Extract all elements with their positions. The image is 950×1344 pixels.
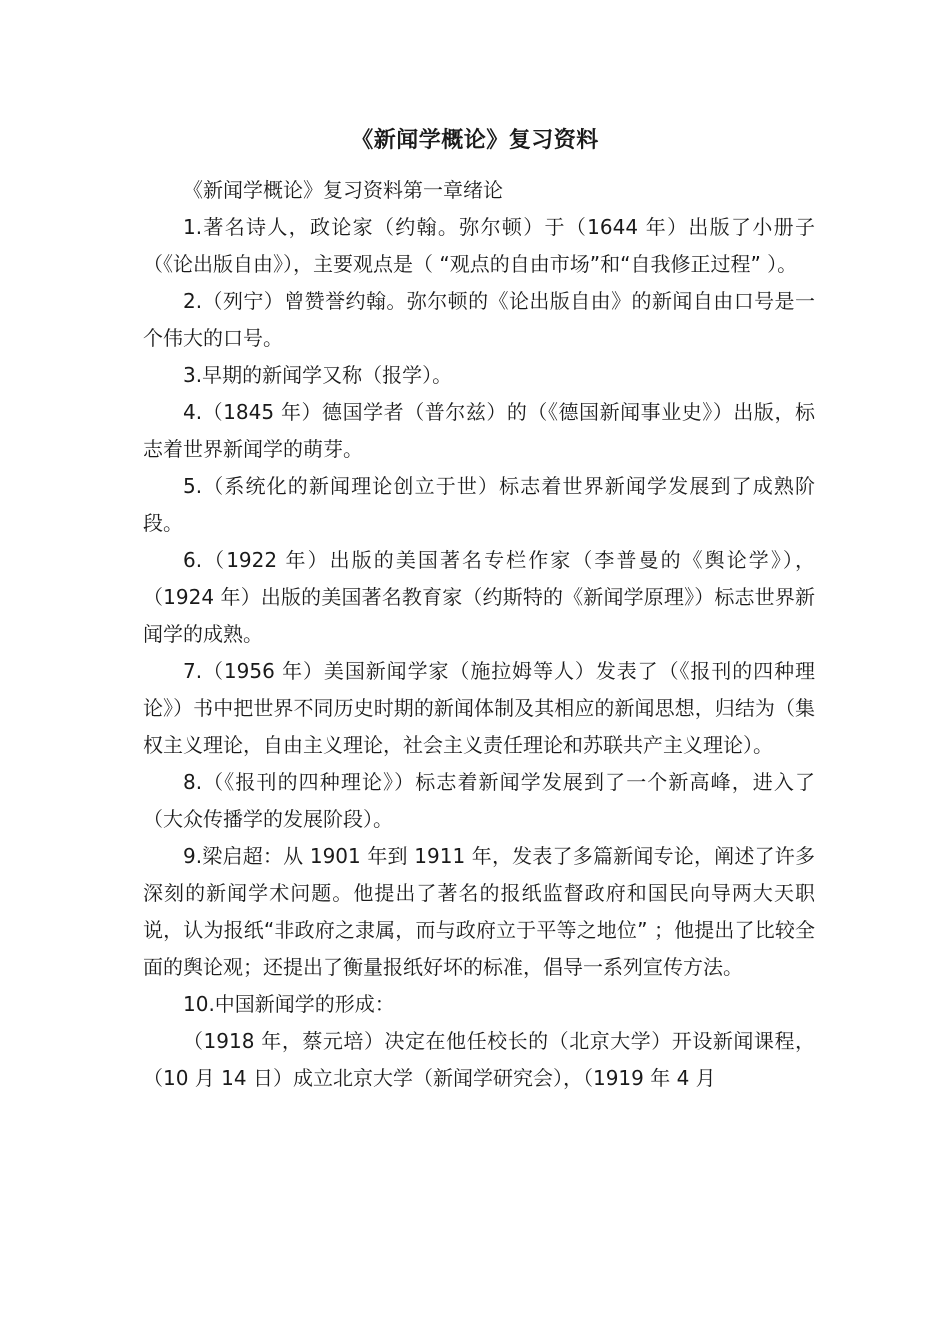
item-3-paragraph: 3.早期的新闻学又称（报学）。: [183, 363, 453, 387]
item-7-paragraph: 7.（1956 年）美国新闻学家（施拉姆等人）发表了（《报刊的四种理论》）书中把世界不同历史时期的新闻体制及其相应的新闻思想，归结为（集权主义理论，自由主义理论，社会主义责任理论和苏联共产主义理论）。: [143, 659, 815, 757]
item-5-paragraph: 5.（系统化的新闻理论创立于世）标志着世界新闻学发展到了成熟阶段。: [143, 474, 815, 535]
item-9-paragraph: 9.梁启超：从 1901 年到 1911 年，发表了多篇新闻专论，阐述了许多深刻的新闻学术问题。他提出了著名的报纸监督政府和国民向导两大天职说，认为报纸“非政府之隶属，而与政府立于平等之地位” ；他提出了比较全面的舆论观；还提出了衡量报纸好坏的标准，倡导一系列宣传方法。: [143, 844, 815, 979]
document-title: 《新闻学概论》复习资料: [351, 127, 599, 153]
item-2-paragraph: 2.（列宁）曾赞誉约翰。弥尔顿的《论出版自由》的新闻自由口号是一个伟大的口号。: [143, 289, 815, 350]
item-1-paragraph: 1.著名诗人，政论家（约翰。弥尔顿）于（1644 年）出版了小册子（《论出版自由》），主要观点是（ “观点的自由市场”和“自我修正过程” ）。: [143, 215, 815, 276]
document-body: [143, 172, 815, 1097]
item-10-detail-paragraph: （1918 年，蔡元培）决定在他任校长的（北京大学）开设新闻课程，（10 月 14 日）成立北京大学（新闻学研究会），（1919 年 4 月: [143, 1029, 815, 1090]
item-6-paragraph: 6.（1922 年）出版的美国著名专栏作家（李普曼的《舆论学》），（1924 年）出版的美国著名教育家（约斯特的《新闻学原理》）标志世界新闻学的成熟。: [143, 548, 815, 646]
item-4-paragraph: 4.（1845 年）德国学者（普尔兹）的（《德国新闻事业史》）出版，标志着世界新闻学的萌芽。: [143, 400, 815, 461]
chapter-heading-paragraph: 《新闻学概论》复习资料第一章绪论: [183, 178, 503, 202]
item-8-paragraph: 8.（《报刊的四种理论》）标志着新闻学发展到了一个新高峰，进入了（大众传播学的发展阶段）。: [143, 770, 815, 831]
item-10-paragraph: 10.中国新闻学的形成：: [183, 992, 395, 1016]
